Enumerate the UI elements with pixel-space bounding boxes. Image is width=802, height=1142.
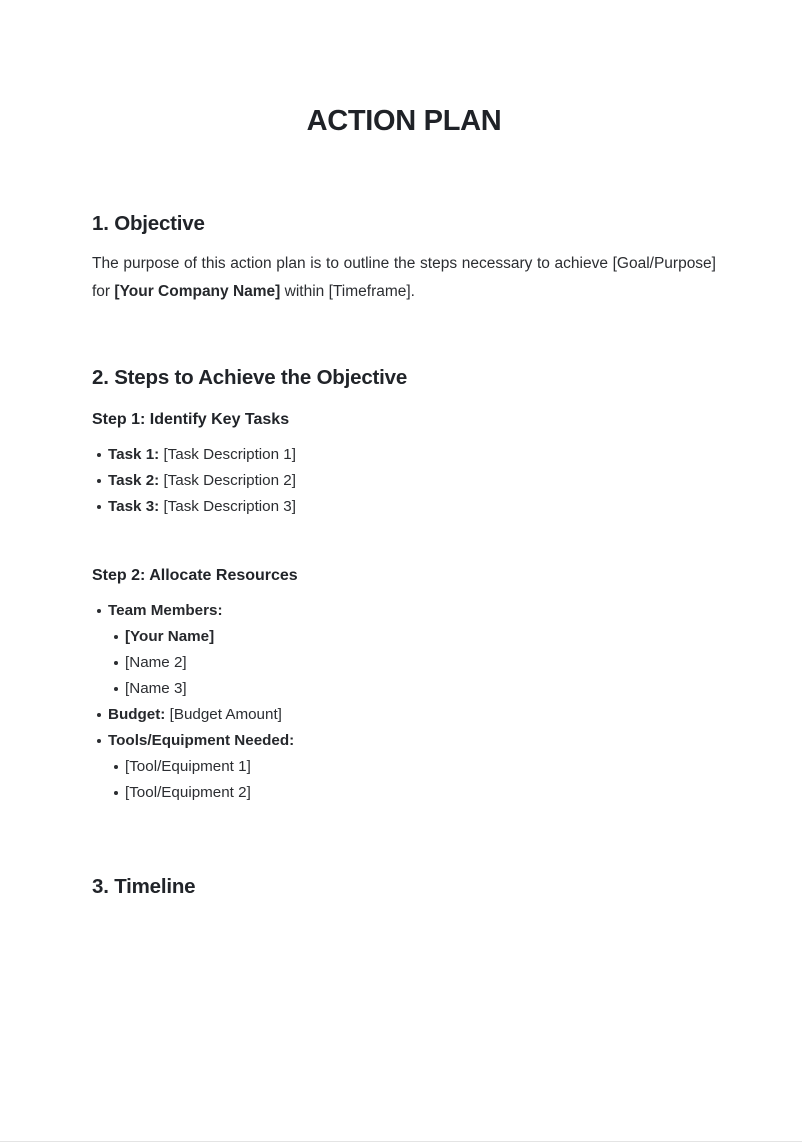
budget-text: [Budget Amount] <box>165 706 282 724</box>
task-label: Task 2: <box>108 472 160 490</box>
tools-item <box>92 731 716 750</box>
task-text: [Task Description 1] <box>159 446 296 464</box>
objective-paragraph <box>92 250 716 304</box>
task-list <box>92 445 716 516</box>
objective-paragraph-text-end: within [Timeframe]. <box>280 282 415 300</box>
team-members-item <box>92 601 716 620</box>
task-label: Task 1: <box>108 446 160 464</box>
budget-label: Budget: <box>108 706 166 724</box>
tools-label: Tools/Equipment Needed: <box>108 732 295 750</box>
team-member-text: [Name 2] <box>125 654 187 672</box>
task-text: [Task Description 3] <box>159 498 296 516</box>
step2-heading: Step 2: Allocate Resources <box>92 567 298 585</box>
task-item <box>92 445 716 464</box>
task-item <box>92 471 716 490</box>
task-item <box>92 497 716 516</box>
section-objective-heading: 1. Objective <box>92 211 205 235</box>
document-title: ACTION PLAN <box>306 105 502 137</box>
tool-item <box>92 757 716 776</box>
company-name-placeholder: [Your Company Name] <box>114 282 281 300</box>
budget-item <box>92 705 716 724</box>
step1-heading: Step 1: Identify Key Tasks <box>92 411 290 429</box>
team-members-label: Team Members: <box>108 602 223 620</box>
team-member-text: [Name 3] <box>125 680 187 698</box>
task-label: Task 3: <box>108 498 160 516</box>
tool-text: [Tool/Equipment 1] <box>125 758 251 776</box>
tool-item <box>92 783 716 802</box>
team-member-item <box>92 679 716 698</box>
team-member-item <box>92 653 716 672</box>
tool-text: [Tool/Equipment 2] <box>125 784 251 802</box>
team-member-item <box>92 627 716 646</box>
your-name-placeholder: [Your Name] <box>125 628 215 646</box>
section-steps-heading: 2. Steps to Achieve the Objective <box>92 365 408 389</box>
resource-list <box>92 601 716 802</box>
task-text: [Task Description 2] <box>159 472 296 490</box>
document-content <box>92 0 716 900</box>
section-timeline-heading: 3. Timeline <box>92 875 196 899</box>
objective-paragraph-text: The purpose of this action plan is to outline the steps necessary to achieve [Goal/Purpose] for <box>92 255 716 300</box>
